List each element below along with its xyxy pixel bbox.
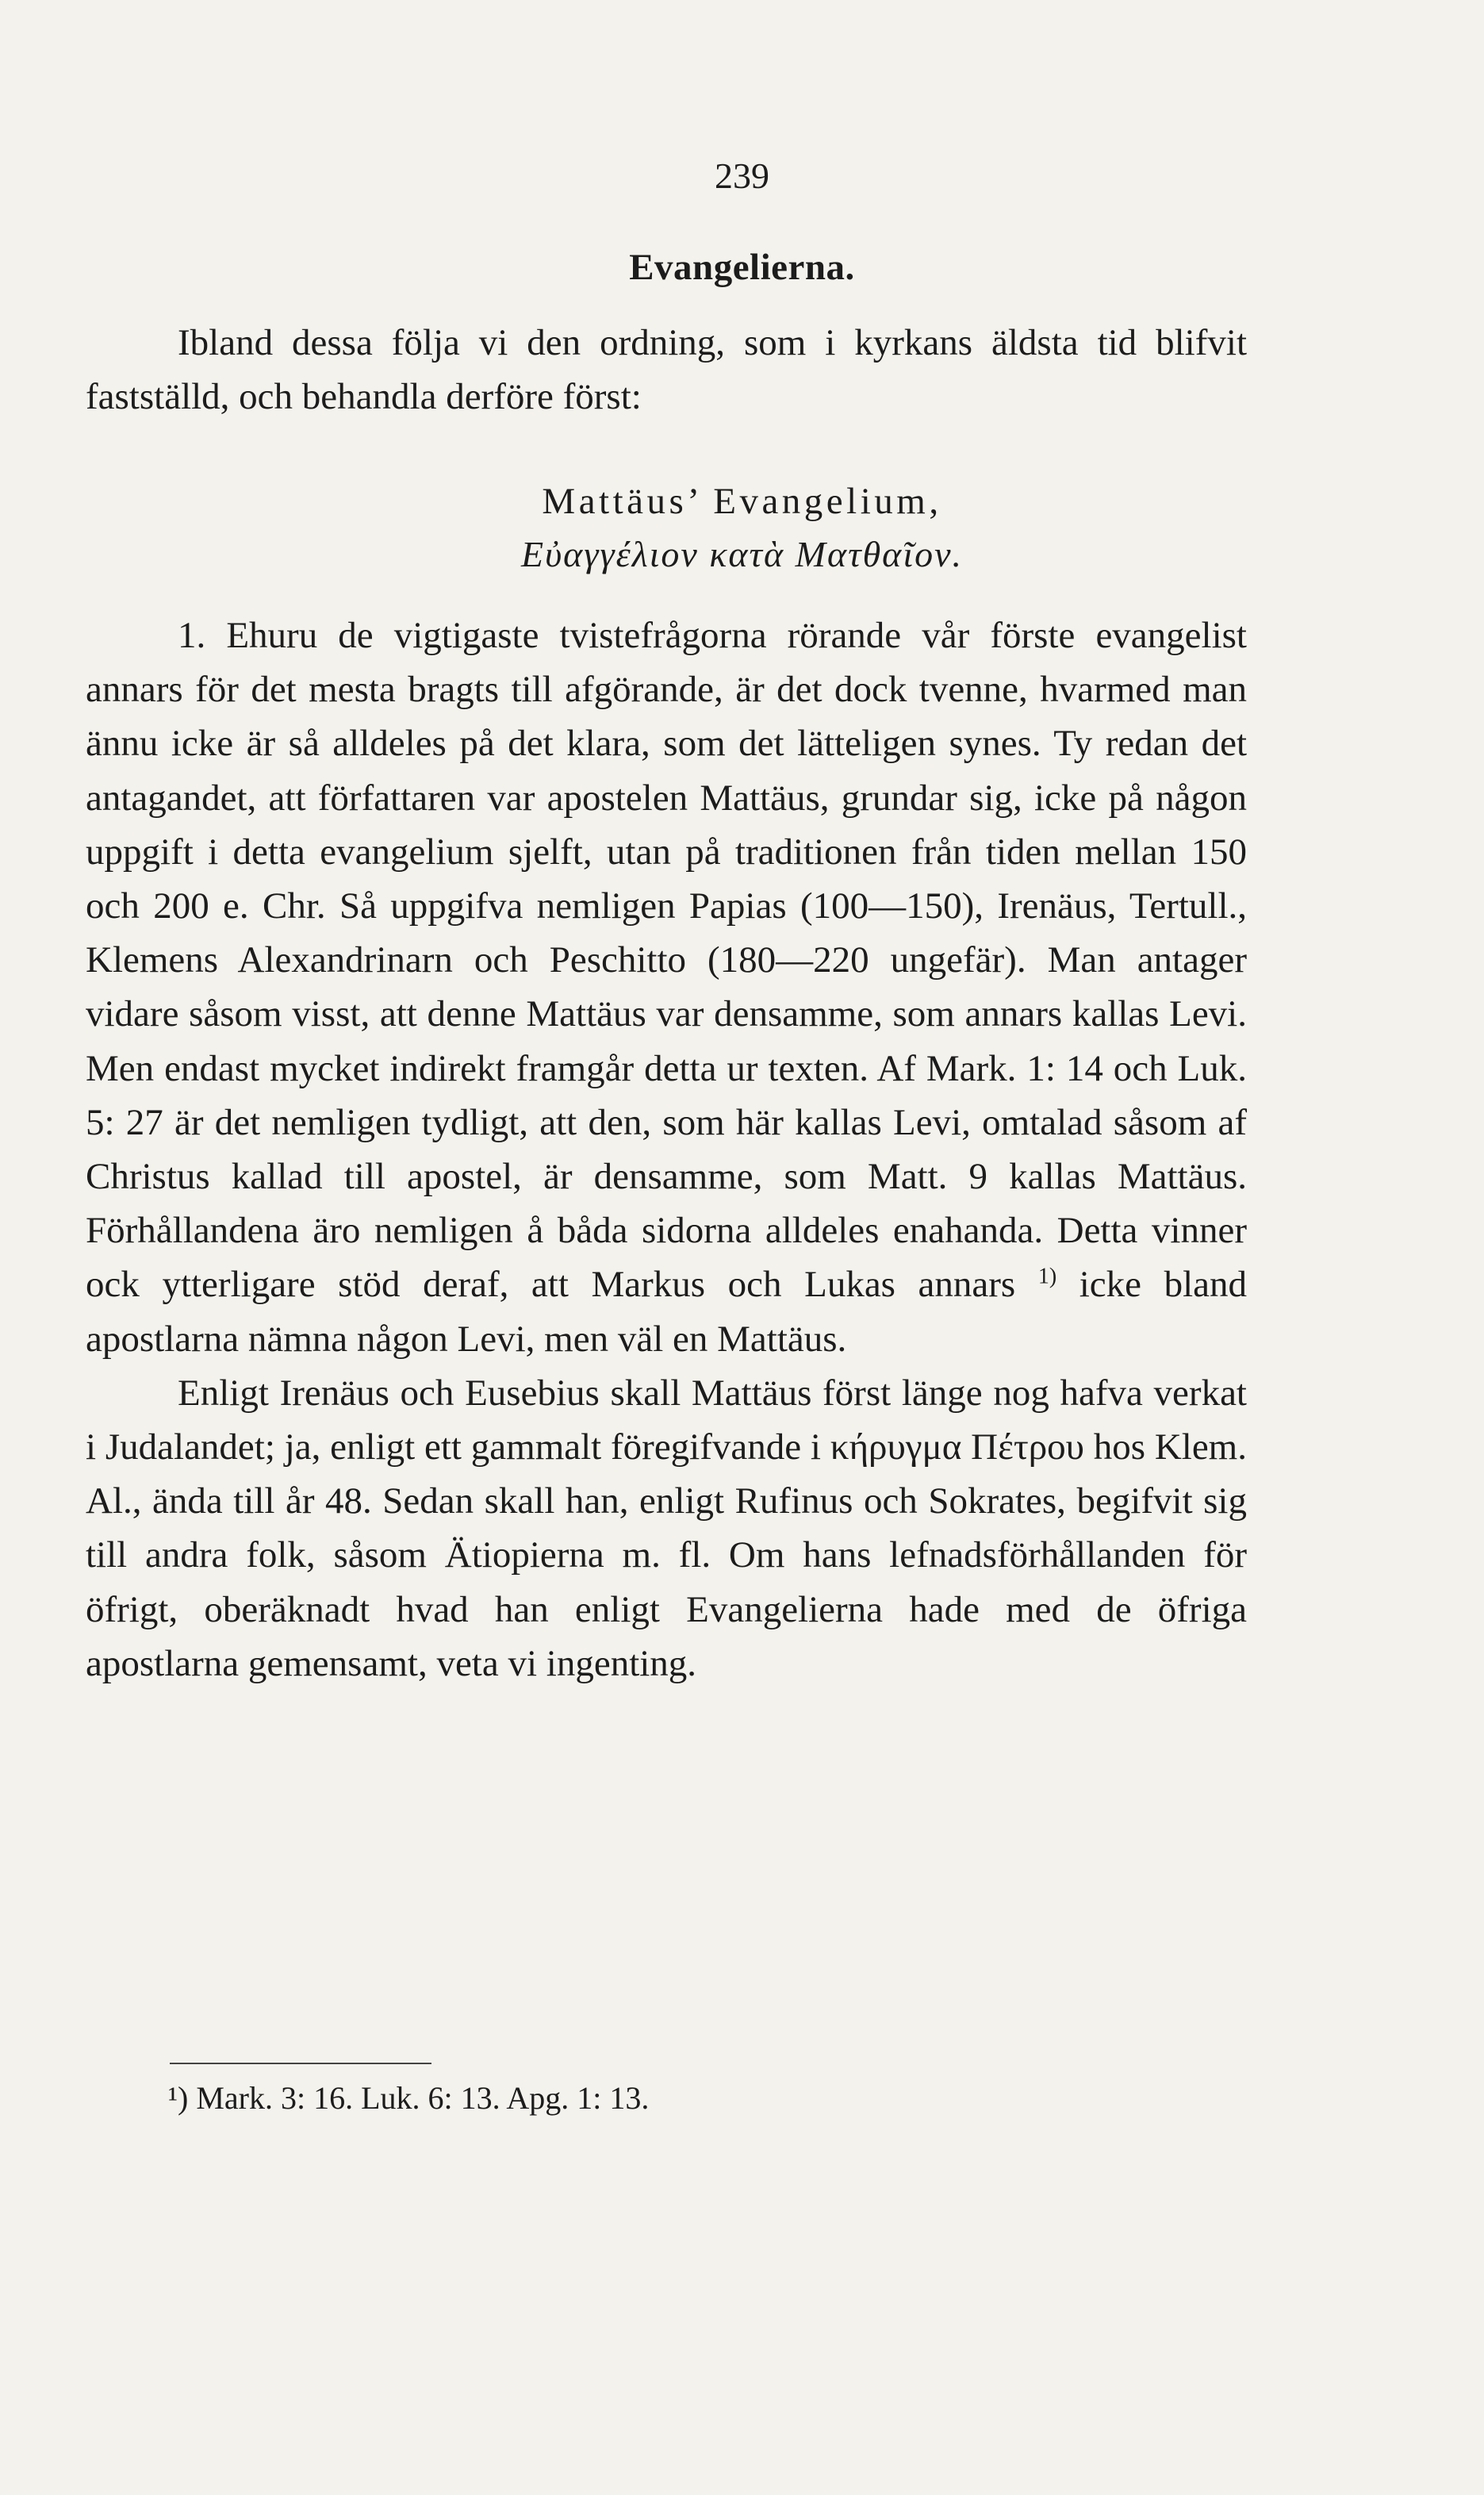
paragraph-1 [86, 608, 1247, 1366]
greek-heading: Εὐαγγέλιον κατὰ Ματθαῖον. [520, 534, 964, 574]
chapter-title: Evangelierna. [629, 247, 855, 288]
paragraph-1-continuation: icke bland apostlarna nämna någon Levi, men väl en Mattäus. [86, 1264, 1248, 1360]
intro-paragraph: Ibland dessa följa vi den ordning, som i kyrkans äldsta tid blifvit fastställd, och behandla derföre först: [86, 322, 1247, 417]
paragraph-2: Enligt Irenäus och Eusebius skall Mattäus först länge nog hafva verkat i Judalandet; ja, enligt ett gammalt föregifvande i κήρυγμα Πέτρου hos Klem. Al., ända till år 48. Sedan skall han, enligt Rufinus och Sokrates, begifvit sig till andra folk, såsom Ätiopierna m. fl. Om hans lefnadsförhållanden för öfrigt, oberäknadt hvad han enligt Evangelierna hade med de öfriga apostlarna gemensamt, veta vi ingenting. [86, 1372, 1247, 1684]
footnote-reference: 1) [1037, 1264, 1057, 1289]
page-number: 239 [715, 155, 769, 196]
footnote: ¹) Mark. 3: 16. Luk. 6: 13. Apg. 1: 13. [168, 2080, 650, 2116]
footnote-divider [170, 2063, 431, 2064]
paragraph-1-text: 1. Ehuru de vigtigaste tvistefrågorna rörande vår förste evangelist annars för det mesta bragts till afgörande, är det dock tvenne, hvarmed man ännu icke är så alldeles på det klara, som det lätteligen synes. Ty redan det antagandet, att författaren var apostelen Mattäus, grundar sig, icke på någon uppgift i detta evangelium sjelft, utan på traditionen från tiden mellan 150 och 200 e. Chr. Så uppgifva nemligen Papias (100—150), Irenäus, Tertull., Klemens Alexandrinarn och Peschitto (180—220 ungefär). Man antager vidare såsom visst, att denne Mattäus var densamme, som annars kallas Levi. Men endast mycket indirekt framgår detta ur texten. Af Mark. 1: 14 och Luk. 5: 27 är det nemligen tydligt, att den, som här kallas Levi, omtalad såsom af Christus kallad till apostel, är densamme, som Matt. 9 kallas Mattäus. Förhållandena äro nemligen å båda sidorna alldeles enahanda. Detta vinner ock ytterligare stöd deraf, att Markus och Lukas annars [86, 615, 1247, 1306]
section-heading: Mattäus’ Evangelium, [542, 481, 942, 522]
body-text [86, 608, 1247, 1691]
